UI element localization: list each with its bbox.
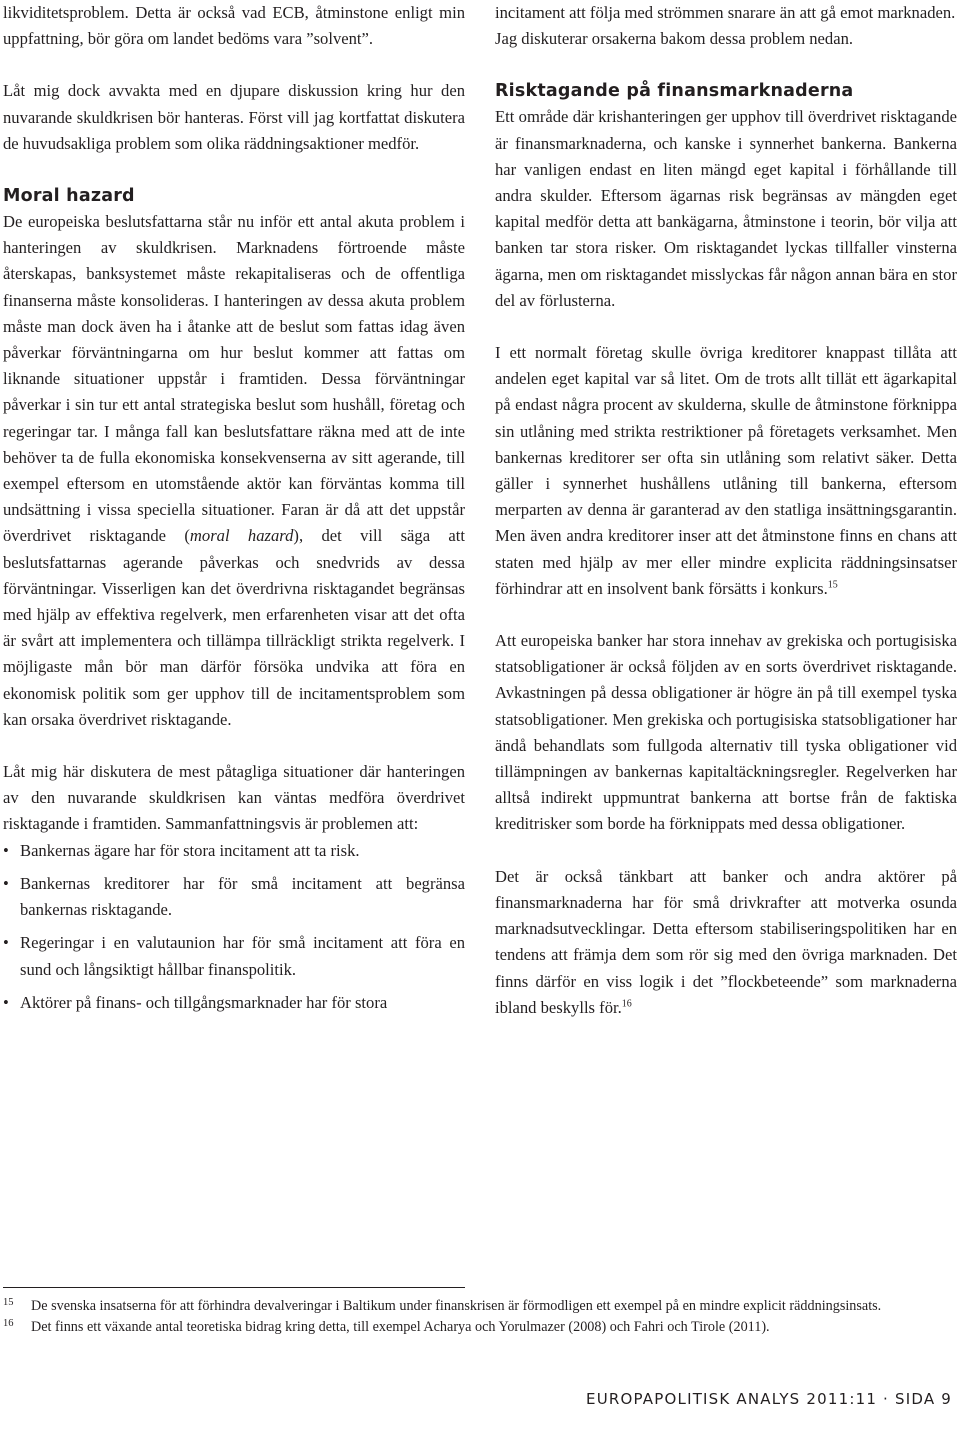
- paragraph-text: I ett normalt företag skulle övriga kreditorer knappast tillåta att andelen eget kapital var så litet. Om de trots allt tillät ett ägarkapital på endast några procent av skulderna, skulle de åtminstone förknippa sin utlåning med strikta restriktioner på företagets verksamhet. Men bankernas kreditorer ser ofta sin utlåning som relativt säker. Detta gäller i synnerhet hushållens utlåning till bankerna, eftersom merparten av denna är garanterad av den statliga insättningsgarantin. Men även andra kreditorer inser att det åtminstone finns en chans att staten med hjälp av mer eller mindre explicita räddningsinsatser förhindrar att en insolvent bank försätts i konkurs.: [495, 343, 957, 598]
- right-column: [495, 0, 957, 1021]
- section-heading-moral-hazard: Moral hazard: [3, 186, 135, 207]
- paragraph: Ett område där krishanteringen ger upphov till överdrivet risktagande är finansmarknaderna, och kanske i synnerhet bankerna. Bankerna har vanligen endast en liten mängd eget kapital i förhållande till andra skulder. Eftersom ägarnas risk begränsas av mängden eget kapital medför detta att bankägarna, åtminstone i teorin, bör vilja att banken tar stora risker. Om risktagandet lyckas tillfaller vinsterna ägarna, men om risktagandet misslyckas får någon annan bära en stor del av förlusterna.: [495, 107, 957, 310]
- paragraph-text: Det är också tänkbart att banker och andra aktörer på finansmarknaderna har för små drivkrafter att motverka osunda marknadsutvecklingar. Detta eftersom stabiliseringspolitiken har en tendens att främja dem som rör sig med den övriga marknaden. Det finns därför en viss logik i det ”flockbeteende” som marknaderna ibland beskylls för.: [495, 866, 957, 1017]
- list-item: • Regeringar i en valutaunion har för små incitament att föra en sund och långsiktigt hållbar finanspolitik.: [3, 930, 465, 982]
- section-heading-risktagande: Risktagande på finansmarknaderna: [495, 81, 854, 102]
- paragraph: incitament att följa med strömmen snarare än att gå emot marknaden.: [495, 3, 956, 22]
- paragraph: [3, 209, 465, 733]
- footnote-divider: [3, 1287, 465, 1288]
- paragraph: Att europeiska banker har stora innehav av grekiska och portugisiska statsobligationer är också följden av en sorts överdrivet risktagande. Avkastningen på dessa obligationer är högre än på till exempel tyska statsobligationer. Men grekiska och portugisiska statsobligationer har ändå behandlats som fullgoda alternativ till tyska obligationer vid tillämpningen av bankernas kapitaltäckningsregler. Regelverken har alltså indirekt uppmuntrat bankerna att bortse från de faktiska kreditrisker som borde ha förknippats med dessa obligationer.: [495, 631, 957, 834]
- list-item: • Bankernas ägare har för stora incitament att ta risk.: [3, 838, 465, 864]
- list-item: • Bankernas kreditorer har för små incitament att begränsa bankernas risktagande.: [3, 871, 465, 923]
- left-column: [3, 0, 465, 1016]
- paragraph: Låt mig här diskutera de mest påtagliga situationer där hanteringen av den nuvarande skuldkrisen kan väntas medföra överdrivet risktagande i framtiden. Sammanfattningsvis är problemen att:: [3, 762, 465, 834]
- paragraph: likviditetsproblem. Detta är också vad ECB, åtminstone enligt min uppfattning, bör göra om landet bedöms vara ”solvent”.: [3, 3, 465, 49]
- footnote-ref-15[interactable]: 15: [827, 579, 838, 591]
- footnote-text: Det finns ett växande antal teoretiska bidrag kring detta, till exempel Acharya och Yorulmazer (2008) och Fahri och Tirole (2011).: [31, 1319, 770, 1335]
- paragraph: Jag diskuterar orsakerna bakom dessa problem nedan.: [495, 29, 854, 49]
- paragraph-text: ), det vill säga att beslutsfattarnas agerande påverkas och snedvrids av dessa förväntningar. Visserligen kan det överdrivna risktagandet begränsas med hjälp av effektiva regelverk, men erfarenheten visar att det ofta är svårt att implementera och tillämpa tillräckligt strikta regelverk. I möjligaste mån bör man därför försöka undvika att föra en ekonomisk politik som ger upphov till de incitamentsproblem som kan orsaka överdrivet risktagande.: [3, 526, 465, 729]
- footnote-text: De svenska insatserna för att förhindra devalveringar i Baltikum under finanskrisen är förmodligen ett exempel på en mindre explicit räddningsinsats.: [31, 1298, 882, 1314]
- paragraph: Låt mig dock avvakta med en djupare diskussion kring hur den nuvarande skuldkrisen bör hanteras. Först vill jag kortfattat diskutera de huvudsakliga problem som olika räddningsaktioner medför.: [3, 81, 465, 153]
- footnote-number: 15: [3, 1297, 14, 1308]
- paragraph: [495, 864, 957, 1021]
- footnote-16: [3, 1317, 933, 1337]
- footnote-ref-16[interactable]: 16: [621, 998, 632, 1010]
- italic-term: moral hazard: [189, 526, 294, 546]
- footnote-number: 16: [3, 1318, 14, 1329]
- list-item: • Aktörer på finans- och tillgångsmarknader har för stora: [3, 990, 465, 1016]
- problem-list: [3, 838, 465, 1016]
- footnote-15: [3, 1296, 933, 1316]
- paragraph: [495, 340, 957, 602]
- page-footer: EUROPAPOLITISK ANALYS 2011:11 · SIDA 9: [586, 1390, 952, 1408]
- footnotes: [3, 1296, 933, 1338]
- paragraph-text: De europeiska beslutsfattarna står nu inför ett antal akuta problem i hanteringen av skuldkrisen. Marknadens förtroende måste återskapas, banksystemet måste rekapitaliseras och de offentliga finanserna måste konsolideras. I hanteringen av dessa akuta problem måste man dock även ha i åtanke att de beslut som fattas idag även påverkar förväntningarna om hur beslut kommer att fattas om liknande situationer uppstår i framtiden. Dessa förväntningar påverkar i sin tur ett antal strategiska beslut som hushåll, företag och regeringar tar. I många fall kan beslutsfattare räkna med att de inte behöver ta de fulla ekonomiska konsekvenserna av sitt agerande, till exempel eftersom en utomstående aktör kan förväntas komma till undsättning i vissa speciella situationer. Faran är då att det uppstår överdrivet risktagande (: [3, 212, 465, 546]
